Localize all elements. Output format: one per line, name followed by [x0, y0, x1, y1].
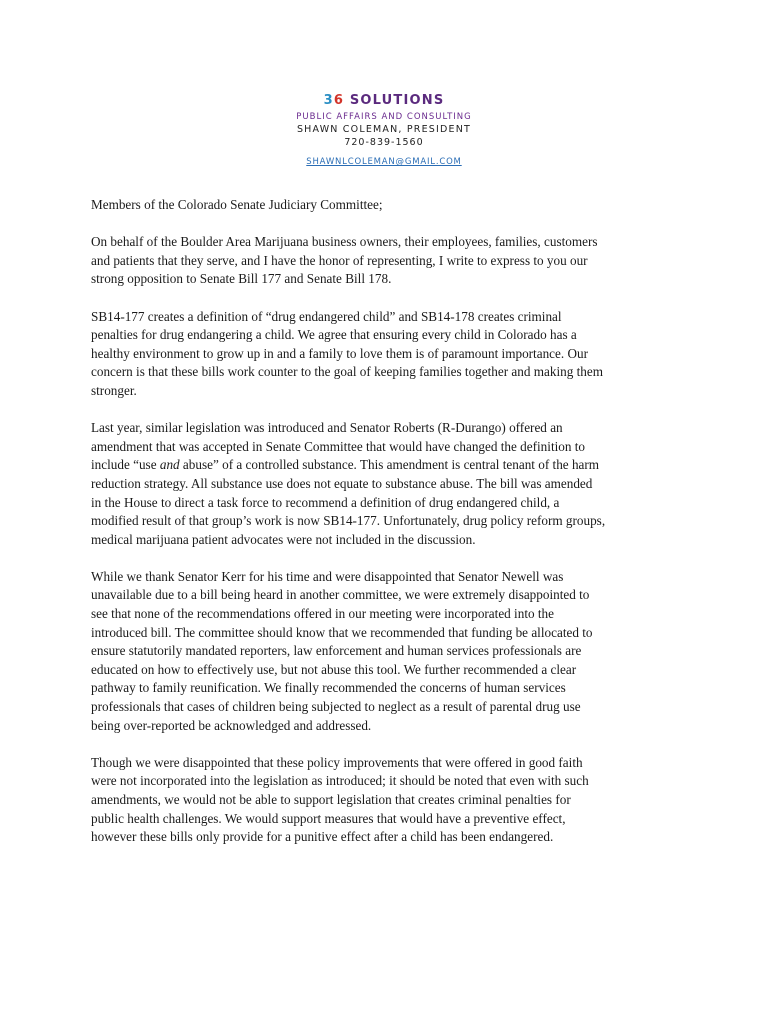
- logo-digit-6: 6: [333, 93, 345, 108]
- paragraph-4: While we thank Senator Kerr for his time and were disappointed that Senator Newell was unavailable due to a bill being heard in another committee, we were extremely disappointed to see that none of the recommendations offered in our meeting were incorporated into the introduced bill. The committee should know that we recommended that funding be allocated to ensure statutorily mandated reporters, law enforcement and human services professionals are educated on how to effectively use, but not abuse this tool. We further recommended a clear pathway to family reunification. We finally recommended the concerns of human services professionals that cases of children being subjected to neglect as a result of parental drug use being over-reported be acknowledged and addressed.: [91, 568, 593, 733]
- email-link[interactable]: SHAWNLCOLEMAN@GMAIL.COM: [306, 157, 462, 167]
- letterhead: [0, 92, 768, 169]
- company-tagline: PUBLIC AFFAIRS AND CONSULTING: [296, 112, 472, 122]
- phone-number: 720-839-1560: [344, 137, 424, 148]
- paragraph-3-part-a: Last year, similar legislation was introduced and Senator Roberts (R-Durango) offered an amendment that was accepted in Senate Committee that would have changed the definition to include “use: [91, 420, 586, 473]
- paragraph-2: SB14-177 creates a definition of “drug endangered child” and SB14-178 creates criminal penalties for drug endangering a child. We agree that ensuring every child in Colorado has a healthy environment to grow up in and a family to love them is of paramount importance. Our concern is that these bills work counter to the goal of keeping families together and making them stronger.: [91, 308, 603, 398]
- salutation: Members of the Colorado Senate Judiciary Committee;: [91, 197, 383, 212]
- letter-body: [91, 196, 691, 847]
- logo-digit-3: 3: [323, 93, 334, 108]
- paragraph-5: Though we were disappointed that these policy improvements that were offered in good faith were not incorporated into the legislation as introduced; it should be noted that even with such amendments, we would not be able to support legislation that creates criminal penalties for public health challenges. We would support measures that would have a preventive effect, however these bills only provide for a punitive effect after a child has been endangered.: [91, 754, 589, 845]
- paragraph-3-emphasis: and: [159, 457, 180, 473]
- logo-word: SOLUTIONS: [349, 93, 445, 108]
- paragraph-3-part-b: abuse” of a controlled substance. This amendment is central tenant of the harm reduction strategy. All substance use does not equate to substance abuse. The bill was amended in the House to direct a task force to recommend a definition of drug endangered child, a modified result of that group’s work is now SB14-177. Unfortunately, drug policy reform groups, medical marijuana patient advocates were not included in the discussion.: [91, 457, 606, 547]
- paragraph-1: On behalf of the Boulder Area Marijuana business owners, their employees, families, customers and patients that they serve, and I have the honor of representing, I write to express to you our strong opposition to Senate Bill 177 and Senate Bill 178.: [91, 234, 598, 287]
- company-logo: [0, 92, 768, 109]
- president-name: SHAWN COLEMAN, PRESIDENT: [296, 124, 472, 135]
- paragraph-3: [91, 419, 691, 549]
